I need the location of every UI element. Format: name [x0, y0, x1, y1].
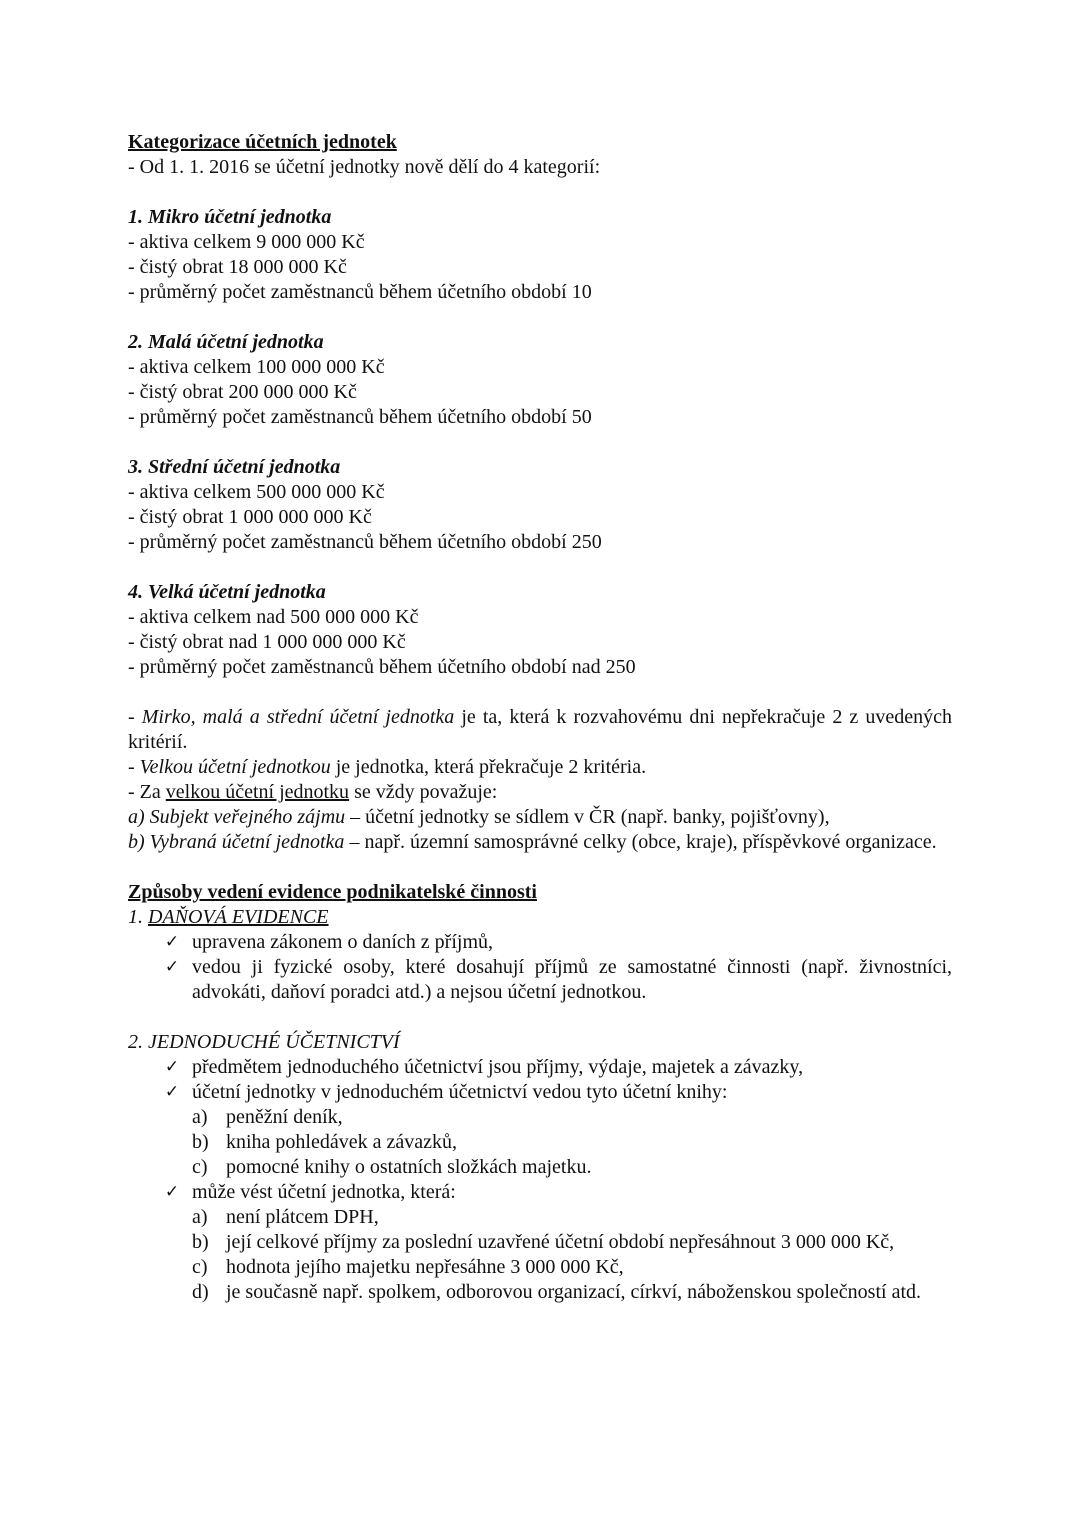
check-list-item: ✓ předmětem jednoduchého účetnictví jsou příjmy, výdaje, majetek a závazky, [128, 1055, 952, 1080]
sub-list-item: d) je současně např. spolkem, odborovou organizací, církví, náboženskou společností atd. [192, 1281, 922, 1303]
category-block [128, 455, 952, 555]
category-criterion: - průměrný počet zaměstnanců během účetního období 250 [128, 531, 602, 553]
check-icon: ✓ [164, 1082, 180, 1102]
sub-list-item: a) není plátcem DPH, [192, 1206, 379, 1228]
section-heading-methods: Způsoby vedení evidence podnikatelské činnosti [128, 881, 537, 903]
category-criterion: - aktiva celkem 500 000 000 Kč [128, 481, 385, 503]
category-criterion: - aktiva celkem 9 000 000 Kč [128, 231, 365, 253]
section-heading-categorization: Kategorizace účetních jednotek [128, 131, 397, 153]
category-title: 1. Mikro účetní jednotka [128, 206, 332, 228]
category-criterion: - čistý obrat 18 000 000 Kč [128, 256, 347, 278]
document-content [128, 130, 952, 1305]
sub-list-item: b) kniha pohledávek a závazků, [192, 1131, 458, 1153]
check-list-item: ✓ vedou ji fyzické osoby, které dosahují příjmů ze samostatné činnosti (např. živnostníci, advokáti, daňoví poradci atd.) a nejsou účetní jednotkou. [128, 955, 952, 1005]
check-icon: ✓ [164, 1182, 180, 1202]
check-list-item: ✓ může vést účetní jednotka, která: [128, 1180, 952, 1205]
category-block [128, 580, 952, 680]
category-title: 3. Střední účetní jednotka [128, 456, 341, 478]
check-list-item: ✓ upravena zákonem o daních z příjmů, [128, 930, 952, 955]
category-title: 4. Velká účetní jednotka [128, 581, 326, 603]
check-icon: ✓ [164, 932, 180, 952]
sub-list-item: c) pomocné knihy o ostatních složkách majetku. [192, 1156, 592, 1178]
category-criterion: - čistý obrat nad 1 000 000 000 Kč [128, 631, 406, 653]
category-title: 2. Malá účetní jednotka [128, 331, 324, 353]
check-icon: ✓ [164, 1057, 180, 1077]
category-criterion: - průměrný počet zaměstnanců během účetního období nad 250 [128, 656, 636, 678]
note-large-unit: - Velkou účetní jednotkou je jednotka, která překračuje 2 kritéria. [128, 756, 647, 778]
category-criterion: - čistý obrat 1 000 000 000 Kč [128, 506, 372, 528]
intro-text: - Od 1. 1. 2016 se účetní jednotky nově dělí do 4 kategorií: [128, 156, 601, 178]
category-criterion: - průměrný počet zaměstnanců během účetního období 10 [128, 281, 592, 303]
subsection-title-tax-records: 1. DAŇOVÁ EVIDENCE [128, 906, 329, 928]
note-public-interest: a) Subjekt veřejného zájmu – účetní jednotky se sídlem v ČR (např. banky, pojišťovny), [128, 806, 830, 828]
note-always-large: - Za velkou účetní jednotku se vždy považuje: [128, 781, 498, 803]
subsection-title-simple-accounting: 2. JEDNODUCHÉ ÚČETNICTVÍ [128, 1031, 400, 1053]
sub-list-item: a) peněžní deník, [192, 1106, 343, 1128]
category-criterion: - čistý obrat 200 000 000 Kč [128, 381, 357, 403]
note-small-units: - Mirko, malá a střední účetní jednotka je ta, která k rozvahovému dni nepřekračuje 2 z uvedených kritérií. [128, 706, 952, 753]
category-block [128, 330, 952, 430]
check-list-item: ✓ účetní jednotky v jednoduchém účetnictví vedou tyto účetní knihy: [128, 1080, 952, 1105]
category-criterion: - aktiva celkem nad 500 000 000 Kč [128, 606, 419, 628]
category-criterion: - průměrný počet zaměstnanců během účetního období 50 [128, 406, 592, 428]
check-icon: ✓ [164, 957, 180, 977]
sub-list-item: b) její celkové příjmy za poslední uzavřené účetní období nepřesáhnout 3 000 000 Kč, [192, 1231, 895, 1253]
category-block [128, 205, 952, 305]
note-selected-unit: b) Vybraná účetní jednotka – např. územní samosprávné celky (obce, kraje), příspěvkové organizace. [128, 831, 937, 853]
category-criterion: - aktiva celkem 100 000 000 Kč [128, 356, 385, 378]
sub-list-item: c) hodnota jejího majetku nepřesáhne 3 000 000 Kč, [192, 1256, 624, 1278]
